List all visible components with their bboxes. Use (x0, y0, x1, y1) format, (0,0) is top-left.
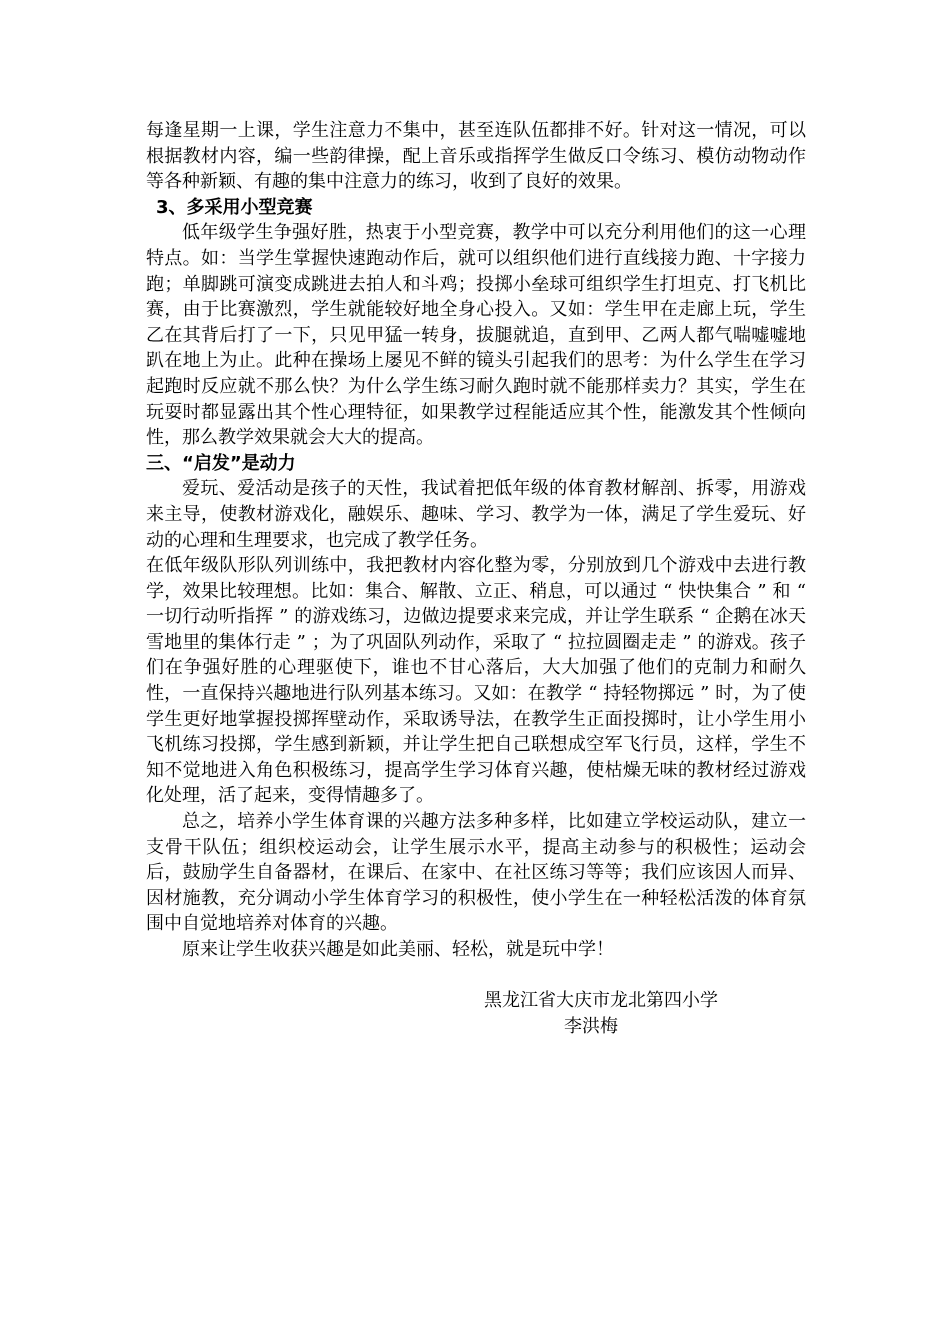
paragraph-competition: 低年级学生争强好胜，热衷于小型竞赛，教学中可以充分利用他们的这一心理特点。如：当学生掌握快速跑动作后，就可以组织他们进行直线接力跑、十字接力跑；单脚跳可演变成跳进去拍人和斗鸡；投掷小垒球可组织学生打坦克、打飞机比赛，由于比赛激烈，学生就能较好地全身心投入。又如：学生甲在走廊上玩，学生乙在其背后打了一下，只见甲猛一转身，拔腿就追，直到甲、乙两人都气喘嘘嘘地趴在地上为止。此种在操场上屡见不鲜的镜头引起我们的思考：为什么学生在学习起跑时反应就不那么快？为什么学生练习耐久跑时就不能那样卖力？其实，学生在玩耍时都显露出其个性心理特征，如果教学过程能适应其个性，能激发其个性倾向性，那么教学效果就会大大的提高。 (146, 222, 806, 449)
signature-author: 李洪梅 (564, 1015, 618, 1037)
paragraph-formation: 在低年级队形队列训练中，我把教材内容化整为零，分别放到几个游戏中去进行教学，效果比较理想。比如：集合、解散、立正、稍息，可以通过 “ 快快集合 ” 和 “ 一切行动听指挥 ” 的游戏练习，边做边提要求来完成，并让学生联系 “ 企鹅在冰天雪地里的集体行走 ” ；为了巩固队列动作，采取了 “ 拉拉圆圈走走 ” 的游戏。孩子们在争强好胜的心理驱使下，谁也不甘心落后，大大加强了他们的克制力和耐久性，一直保持兴趣地进行队列基本练习。又如：在教学 “ 持轻物掷远 ” 时，为了使学生更好地掌握投掷挥壁动作，采取诱导法，在教学生正面投掷时，让小学生用小飞机练习投掷，学生感到新颖，并让学生把自己联想成空军飞行员，这样，学生不知不觉地进入角色积极练习，提高学生学习体育兴趣，使枯燥无味的教材经过游戏化处理，活了起来，变得情趣多了。 (146, 555, 806, 807)
paragraph-intro: 每逢星期一上课，学生注意力不集中，甚至连队伍都排不好。针对这一情况，可以根据教材内容，编一些韵律操，配上音乐或指挥学生做反口令练习、模仿动物动作等各种新颖、有趣的集中注意力的练习，收到了良好的效果。 (146, 120, 806, 193)
blank-line (146, 963, 806, 989)
document-page (146, 118, 806, 1039)
signature-school: 黑龙江省大庆市龙北第四小学 (484, 990, 718, 1012)
heading-small-competition: 3、多采用小型竞赛 (156, 196, 313, 218)
heading-section-three: 三、“启发”是动力 (146, 452, 296, 474)
paragraph-play: 爱玩、爱活动是孩子的天性，我试着把低年级的体育教材解剖、拆零，用游戏来主导，使教材游戏化，融娱乐、趣味、学习、教学为一体，满足了学生爱玩、好动的心理和生理要求，也完成了教学任务。 (146, 478, 806, 551)
signature-block (146, 988, 806, 1039)
paragraph-summary: 总之，培养小学生体育课的兴趣方法多种多样，比如建立学校运动队，建立一支骨干队伍；组织校运动会，让学生展示水平，提高主动参与的积极性；运动会后，鼓励学生自备器材，在课后、在家中、在社区练习等等；我们应该因人而异、因材施教，充分调动小学生体育学习的积极性，使小学生在一种轻松活泼的体育氛围中自觉地培养对体育的兴趣。 (146, 811, 806, 935)
paragraph-closing: 原来让学生收获兴趣是如此美丽、轻松，就是玩中学！ (182, 939, 614, 960)
